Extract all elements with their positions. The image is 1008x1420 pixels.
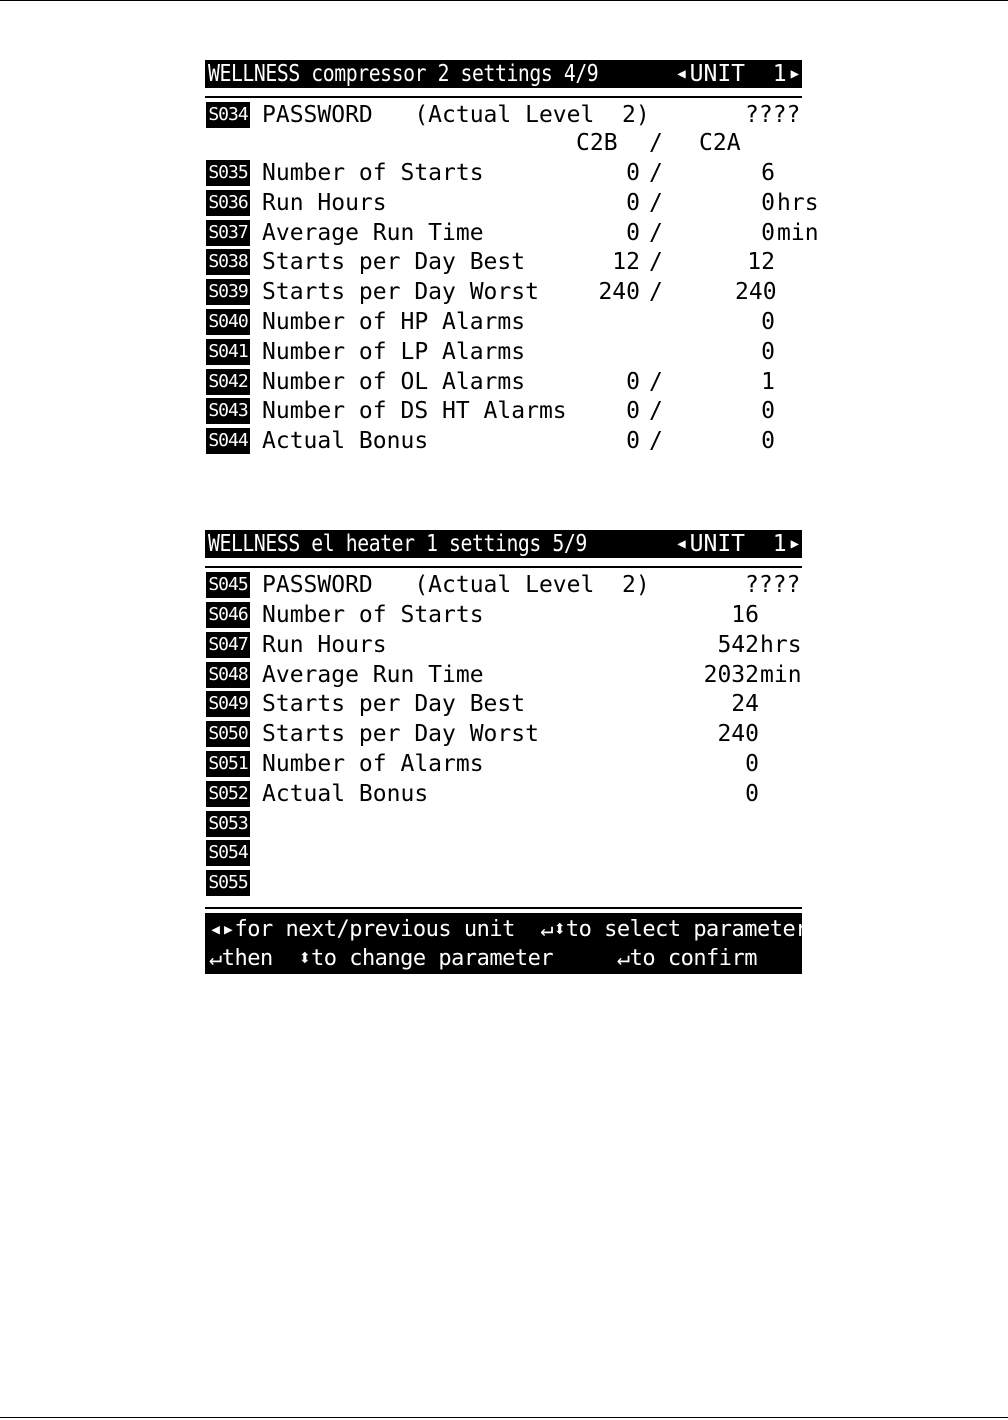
parameter-code[interactable]: S049 bbox=[206, 691, 250, 717]
parameter-code[interactable]: S054 bbox=[206, 840, 250, 866]
c2b-value: 0 bbox=[626, 428, 640, 455]
parameter-label: Starts per Day Best bbox=[262, 691, 526, 718]
parameter-label: Starts per Day Worst bbox=[262, 721, 539, 748]
column-header-row bbox=[205, 128, 802, 158]
value-separator: / bbox=[649, 279, 663, 306]
c2a-value: 6 bbox=[761, 160, 775, 186]
parameter-label: PASSWORD (Actual Level 2) bbox=[262, 102, 650, 128]
parameter-code[interactable]: S050 bbox=[206, 721, 250, 747]
help-bar bbox=[205, 913, 809, 974]
parameter-code[interactable]: S035 bbox=[206, 160, 250, 186]
parameter-code[interactable]: S042 bbox=[206, 369, 250, 395]
parameter-code[interactable]: S052 bbox=[206, 781, 250, 807]
unit-selector[interactable] bbox=[677, 61, 799, 87]
parameter-code[interactable]: S045 bbox=[206, 572, 250, 598]
parameter-code[interactable]: S039 bbox=[206, 279, 250, 305]
parameter-label: Actual Bonus bbox=[262, 428, 429, 455]
value-unit: min bbox=[760, 661, 802, 688]
parameter-row[interactable] bbox=[205, 426, 802, 456]
c2a-value: 0 bbox=[761, 398, 775, 425]
unit-selector[interactable] bbox=[677, 531, 799, 557]
help-line-2: ↵then ⬍to change parameter ↵to confirm bbox=[209, 946, 758, 971]
c2a-value: 0 bbox=[761, 189, 775, 216]
compressor-title-bar bbox=[205, 60, 802, 88]
parameter-code[interactable]: S043 bbox=[206, 398, 250, 424]
unit-label: UNIT 1 bbox=[689, 531, 787, 557]
parameter-code[interactable]: S053 bbox=[206, 811, 250, 837]
column-header-c2a: C2A bbox=[699, 130, 741, 156]
parameter-row[interactable] bbox=[205, 719, 802, 749]
parameter-label: Number of HP Alarms bbox=[262, 309, 526, 335]
parameter-row[interactable] bbox=[205, 367, 802, 397]
heater-title: WELLNESS el heater 1 settings 5/9 bbox=[208, 531, 587, 557]
help-divider bbox=[205, 907, 802, 909]
parameter-row[interactable] bbox=[205, 247, 802, 277]
right-triangle-icon[interactable]: ▶ bbox=[790, 66, 799, 82]
value-separator: / bbox=[649, 160, 663, 186]
parameter-code[interactable]: S051 bbox=[206, 751, 250, 777]
compressor-rows bbox=[205, 98, 819, 455]
parameter-row[interactable] bbox=[205, 660, 802, 690]
c2b-value: 0 bbox=[626, 398, 640, 425]
value-separator: / bbox=[649, 398, 663, 425]
parameter-code[interactable]: S034 bbox=[206, 102, 250, 128]
parameter-row[interactable] bbox=[205, 809, 802, 839]
parameter-row[interactable] bbox=[205, 868, 802, 898]
parameter-code[interactable]: S040 bbox=[206, 309, 250, 335]
parameter-code[interactable]: S037 bbox=[206, 220, 250, 246]
parameter-value: 542 bbox=[717, 631, 759, 658]
password-row[interactable] bbox=[205, 100, 802, 130]
parameter-row[interactable] bbox=[205, 158, 802, 188]
value-separator: / bbox=[649, 219, 663, 246]
compressor-title: WELLNESS compressor 2 settings 4/9 bbox=[208, 61, 599, 87]
heater-title-bar bbox=[205, 530, 802, 558]
c2a-value: 240 bbox=[735, 279, 777, 306]
value-unit: hrs bbox=[777, 189, 819, 216]
parameter-value: 240 bbox=[717, 721, 759, 748]
unit-label: UNIT 1 bbox=[689, 61, 787, 87]
parameter-label: Number of Alarms bbox=[262, 751, 484, 777]
parameter-row[interactable] bbox=[205, 396, 802, 426]
parameter-label: Run Hours bbox=[262, 631, 387, 658]
page-top-rule bbox=[0, 0, 1008, 1]
parameter-value: 2032 bbox=[703, 661, 759, 688]
c2a-value: 0 bbox=[761, 428, 775, 455]
value-separator: / bbox=[649, 368, 663, 395]
c2b-value: 0 bbox=[626, 189, 640, 216]
parameter-code[interactable]: S038 bbox=[206, 249, 250, 275]
parameter-row[interactable] bbox=[205, 337, 802, 367]
parameter-code[interactable]: S044 bbox=[206, 428, 250, 454]
c2b-value: 0 bbox=[626, 160, 640, 186]
page-bottom-rule bbox=[0, 1417, 1008, 1418]
parameter-code[interactable]: S048 bbox=[206, 662, 250, 688]
parameter-row[interactable] bbox=[205, 307, 802, 337]
heater-rows bbox=[205, 568, 802, 903]
password-row[interactable] bbox=[205, 570, 802, 600]
parameter-label: Number of LP Alarms bbox=[262, 338, 526, 365]
parameter-row[interactable] bbox=[205, 749, 802, 779]
parameter-row[interactable] bbox=[205, 838, 802, 868]
parameter-label: Number of OL Alarms bbox=[262, 368, 526, 395]
value-separator: / bbox=[649, 428, 663, 455]
parameter-label: Starts per Day Worst bbox=[262, 279, 539, 306]
parameter-label: Actual Bonus bbox=[262, 780, 429, 807]
parameter-value: 0 bbox=[745, 780, 759, 807]
parameter-label: Average Run Time bbox=[262, 219, 484, 246]
left-triangle-icon[interactable]: ◀ bbox=[677, 536, 686, 552]
heater-settings-panel bbox=[205, 530, 802, 903]
parameter-row[interactable] bbox=[205, 188, 819, 218]
password-value[interactable]: ???? bbox=[745, 572, 801, 598]
c2b-value: 0 bbox=[626, 219, 640, 246]
value-unit: hrs bbox=[760, 631, 802, 658]
password-value[interactable]: ???? bbox=[745, 102, 801, 128]
value-unit: min bbox=[777, 219, 819, 246]
parameter-row[interactable] bbox=[205, 630, 802, 660]
column-header-c2b: C2B bbox=[576, 130, 618, 156]
left-triangle-icon[interactable]: ◀ bbox=[677, 66, 686, 82]
parameter-code[interactable]: S055 bbox=[206, 870, 250, 896]
c2a-value: 0 bbox=[761, 338, 775, 365]
c2a-value: 12 bbox=[747, 249, 775, 276]
c2a-value: 0 bbox=[761, 309, 775, 335]
value-separator: / bbox=[649, 249, 663, 276]
c2a-value: 0 bbox=[761, 219, 775, 246]
c2a-value: 1 bbox=[761, 368, 775, 395]
parameter-code[interactable]: S041 bbox=[206, 339, 250, 365]
parameter-value: 0 bbox=[745, 751, 759, 777]
parameter-label: Average Run Time bbox=[262, 661, 484, 688]
c2b-value: 240 bbox=[598, 279, 640, 306]
c2b-value: 0 bbox=[626, 368, 640, 395]
value-separator: / bbox=[649, 189, 663, 216]
parameter-row[interactable] bbox=[205, 779, 802, 809]
parameter-label: Number of Starts bbox=[262, 602, 484, 628]
parameter-code[interactable]: S046 bbox=[206, 602, 250, 628]
parameter-label: Starts per Day Best bbox=[262, 249, 526, 276]
parameter-code[interactable]: S047 bbox=[206, 632, 250, 658]
parameter-label: Number of Starts bbox=[262, 160, 484, 186]
compressor-settings-panel bbox=[205, 60, 819, 455]
parameter-label: Number of DS HT Alarms bbox=[262, 398, 567, 425]
column-header-separator: / bbox=[649, 130, 663, 156]
parameter-label: PASSWORD (Actual Level 2) bbox=[262, 572, 650, 598]
parameter-value: 24 bbox=[731, 691, 759, 718]
parameter-label: Run Hours bbox=[262, 189, 387, 216]
right-triangle-icon[interactable]: ▶ bbox=[790, 536, 799, 552]
c2b-value: 12 bbox=[612, 249, 640, 276]
parameter-value: 16 bbox=[731, 602, 759, 628]
parameter-row[interactable] bbox=[205, 218, 819, 248]
parameter-row[interactable] bbox=[205, 689, 802, 719]
parameter-row[interactable] bbox=[205, 277, 802, 307]
parameter-row[interactable] bbox=[205, 600, 802, 630]
parameter-code[interactable]: S036 bbox=[206, 190, 250, 216]
help-line-1: ◂▸for next/previous unit ↵⬍to select parameter bbox=[209, 917, 809, 942]
